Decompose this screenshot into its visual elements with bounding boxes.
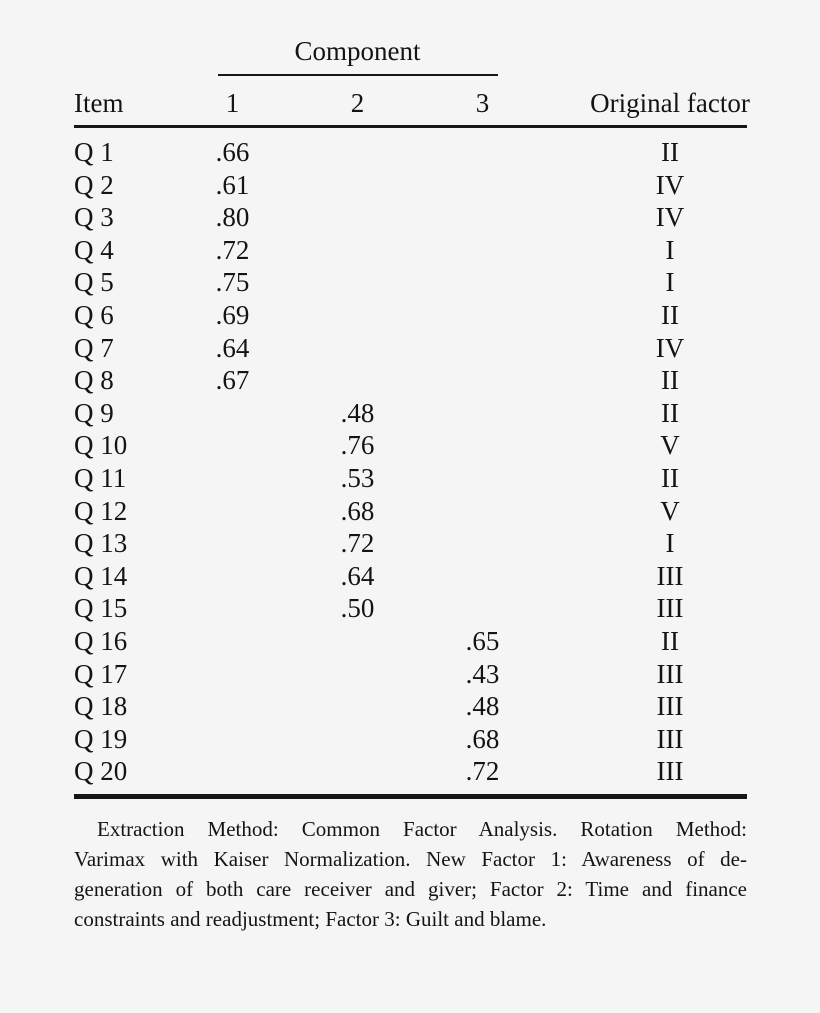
item-cell: Q 5 xyxy=(74,267,114,298)
factor-loadings-table xyxy=(74,36,750,799)
component-1-cell xyxy=(170,560,295,593)
component-3-cell xyxy=(420,462,545,495)
component-3-cell: .48 xyxy=(465,691,500,722)
component-1-cell xyxy=(170,592,295,625)
component-1-cell xyxy=(170,690,295,723)
col-header-item: Item xyxy=(74,88,124,118)
component-2-cell xyxy=(295,690,420,723)
item-cell: Q 13 xyxy=(74,528,128,559)
component-1-cell xyxy=(170,658,295,691)
component-1-cell: .67 xyxy=(215,365,250,396)
item-cell: Q 7 xyxy=(74,332,114,363)
component-1-cell xyxy=(170,462,295,495)
table-header-row xyxy=(74,76,750,128)
component-1-cell xyxy=(170,397,295,430)
original-factor-cell: IV xyxy=(655,169,685,200)
item-cell: Q 8 xyxy=(74,365,114,396)
original-factor-cell: II xyxy=(661,462,679,493)
component-3-cell: .68 xyxy=(465,723,500,754)
note-line: Varimax with Kaiser Normalization. New Factor 1: Awareness of de- xyxy=(74,846,747,871)
component-1-cell: .80 xyxy=(215,202,250,233)
component-2-cell: .72 xyxy=(340,528,375,559)
component-2-cell xyxy=(295,755,420,788)
component-2-cell xyxy=(295,332,420,365)
item-cell: Q 18 xyxy=(74,691,128,722)
component-2-cell xyxy=(295,658,420,691)
original-factor-cell: II xyxy=(661,137,679,167)
col-header-component-2: 2 xyxy=(350,88,365,118)
original-factor-cell: IV xyxy=(655,202,685,233)
original-factor-cell: III xyxy=(656,723,684,754)
original-factor-cell: V xyxy=(660,430,680,461)
table-row xyxy=(74,592,747,625)
table-row xyxy=(74,625,747,658)
original-factor-cell: III xyxy=(656,560,684,591)
component-3-cell xyxy=(420,332,545,365)
original-factor-cell: III xyxy=(656,658,684,689)
item-cell: Q 9 xyxy=(74,397,114,428)
component-spanner xyxy=(170,36,545,76)
note-line: constraints and readjustment; Factor 3: Guilt and blame. xyxy=(74,906,547,931)
component-2-cell xyxy=(295,169,420,202)
table-row xyxy=(74,201,747,234)
col-header-component-1: 1 xyxy=(225,88,240,118)
item-cell: Q 11 xyxy=(74,462,127,493)
table-row xyxy=(74,299,747,332)
item-cell: Q 2 xyxy=(74,169,114,200)
component-1-cell xyxy=(170,723,295,756)
table-row xyxy=(74,658,747,691)
table-row xyxy=(74,495,747,528)
component-2-cell xyxy=(295,201,420,234)
component-1-cell xyxy=(170,429,295,462)
component-2-cell: .48 xyxy=(340,397,375,428)
component-3-cell xyxy=(420,169,545,202)
component-1-cell: .66 xyxy=(215,137,250,167)
component-3-cell xyxy=(420,560,545,593)
table-row xyxy=(74,755,747,788)
item-cell: Q 16 xyxy=(74,625,128,656)
table-row xyxy=(74,560,747,593)
component-2-cell xyxy=(295,364,420,397)
component-3-cell xyxy=(420,495,545,528)
component-3-cell xyxy=(420,136,545,169)
original-factor-cell: I xyxy=(665,234,675,265)
component-2-cell: .50 xyxy=(340,593,375,624)
component-2-cell xyxy=(295,266,420,299)
original-factor-cell: III xyxy=(656,691,684,722)
note-line: Extraction Method: Common Factor Analysis. Rotation Method: xyxy=(97,816,747,841)
table-row xyxy=(74,723,747,756)
original-factor-cell: III xyxy=(656,756,684,787)
component-1-cell xyxy=(170,495,295,528)
table-body xyxy=(74,128,747,799)
item-cell: Q 20 xyxy=(74,756,128,787)
original-factor-cell: II xyxy=(661,365,679,396)
original-factor-cell: III xyxy=(656,593,684,624)
col-header-component-3: 3 xyxy=(475,88,490,118)
component-3-cell: .65 xyxy=(465,625,500,656)
original-factor-cell: V xyxy=(660,495,680,526)
component-2-cell xyxy=(295,625,420,658)
component-3-cell xyxy=(420,397,545,430)
component-2-cell xyxy=(295,234,420,267)
table-row xyxy=(74,364,747,397)
table-row xyxy=(74,527,747,560)
component-3-cell xyxy=(420,364,545,397)
component-2-cell: .68 xyxy=(340,495,375,526)
original-factor-cell: II xyxy=(661,397,679,428)
item-cell: Q 4 xyxy=(74,234,114,265)
component-3-cell xyxy=(420,429,545,462)
item-cell: Q 17 xyxy=(74,658,128,689)
table-row xyxy=(74,234,747,267)
item-cell: Q 19 xyxy=(74,723,128,754)
component-1-cell: .69 xyxy=(215,299,250,330)
table-row xyxy=(74,397,747,430)
original-factor-cell: IV xyxy=(655,332,685,363)
component-3-cell xyxy=(420,234,545,267)
table-row xyxy=(74,136,747,169)
original-factor-cell: I xyxy=(665,528,675,559)
col-header-original-factor: Original factor xyxy=(590,88,750,118)
original-factor-cell: II xyxy=(661,625,679,656)
component-2-cell: .76 xyxy=(340,430,375,461)
table-row xyxy=(74,266,747,299)
table-row xyxy=(74,169,747,202)
item-cell: Q 3 xyxy=(74,202,114,233)
item-cell: Q 1 xyxy=(74,137,114,167)
component-3-cell xyxy=(420,266,545,299)
component-1-cell xyxy=(170,755,295,788)
component-2-cell: .64 xyxy=(340,560,375,591)
component-1-cell xyxy=(170,625,295,658)
table-note xyxy=(74,814,747,934)
component-3-cell xyxy=(420,201,545,234)
component-1-cell: .75 xyxy=(215,267,250,298)
component-3-cell xyxy=(420,592,545,625)
table-row xyxy=(74,332,747,365)
component-3-cell xyxy=(420,299,545,332)
component-2-cell: .53 xyxy=(340,462,375,493)
item-cell: Q 15 xyxy=(74,593,128,624)
component-3-cell: .43 xyxy=(465,658,500,689)
original-factor-cell: II xyxy=(661,299,679,330)
component-2-cell xyxy=(295,136,420,169)
component-1-cell xyxy=(170,527,295,560)
component-1-cell: .61 xyxy=(215,169,250,200)
item-cell: Q 10 xyxy=(74,430,128,461)
item-cell: Q 6 xyxy=(74,299,114,330)
component-3-cell xyxy=(420,527,545,560)
component-1-cell: .64 xyxy=(215,332,250,363)
original-factor-cell: I xyxy=(665,267,675,298)
component-2-cell xyxy=(295,723,420,756)
component-3-cell: .72 xyxy=(465,756,500,787)
note-line: generation of both care receiver and giver; Factor 2: Time and finance xyxy=(74,876,747,901)
table-row xyxy=(74,690,747,723)
table-row xyxy=(74,429,747,462)
item-cell: Q 12 xyxy=(74,495,128,526)
item-cell: Q 14 xyxy=(74,560,128,591)
component-2-cell xyxy=(295,299,420,332)
table-row xyxy=(74,462,747,495)
component-spanner-label: Component xyxy=(294,36,421,66)
component-1-cell: .72 xyxy=(215,234,250,265)
